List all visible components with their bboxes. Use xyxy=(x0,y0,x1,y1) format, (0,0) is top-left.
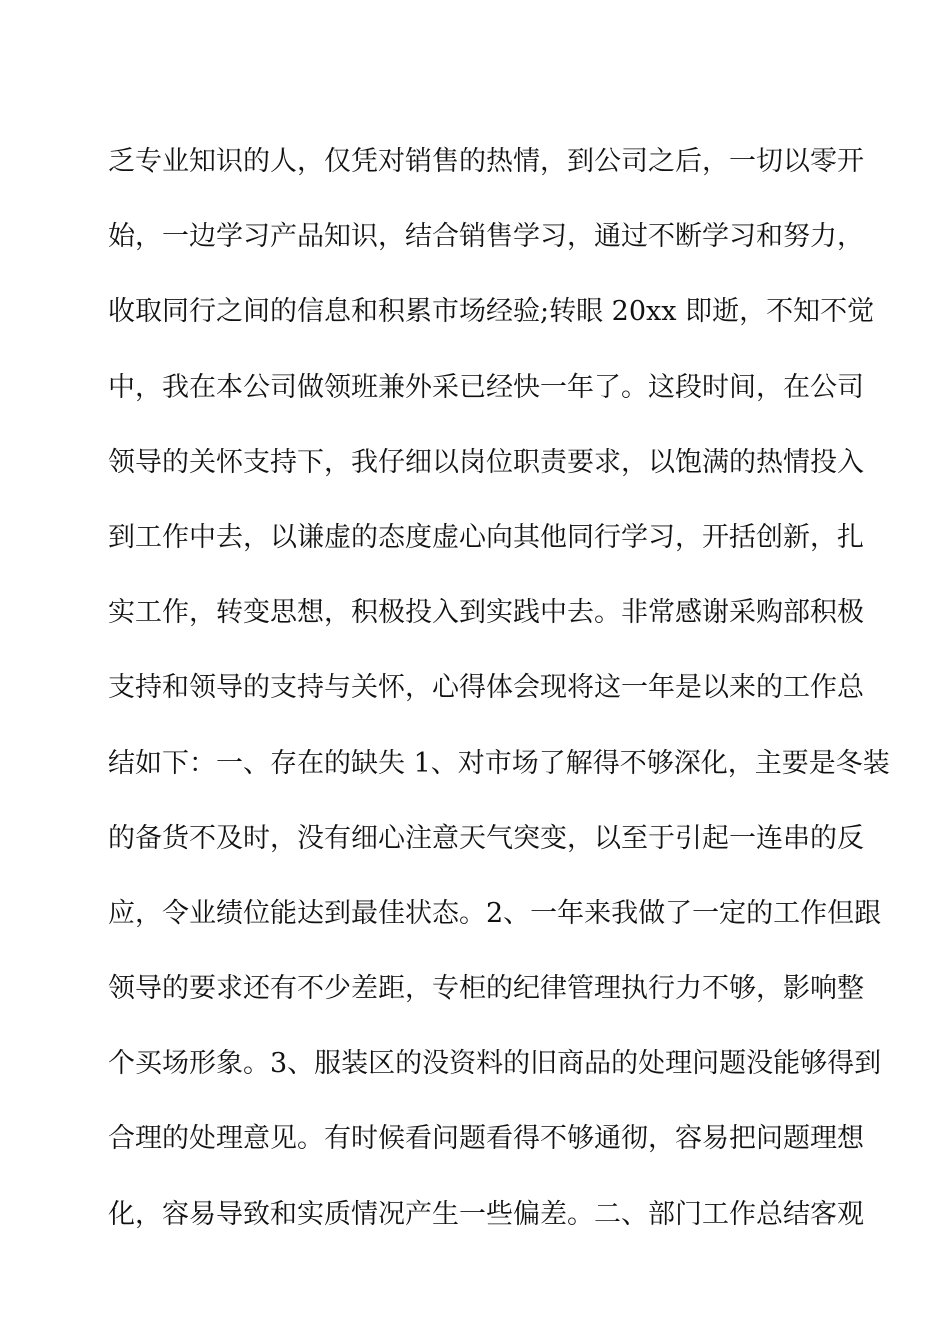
text-line: 合理的处理意见。有时候看问题看得不够通彻，容易把问题理想 xyxy=(108,1123,864,1155)
text-line: 实工作，转变思想，积极投入到实践中去。非常感谢采购部积极 xyxy=(108,597,864,629)
text-line: 个买场形象。3、服装区的没资料的旧商品的处理问题没能够得到 xyxy=(108,1048,882,1080)
text-line: 中，我在本公司做领班兼外采已经快一年了。这段时间，在公司 xyxy=(108,371,864,403)
text-line: 应，令业绩位能达到最佳状态。2、一年来我做了一定的工作但跟 xyxy=(108,897,882,929)
text-line: 化，容易导致和实质情况产生一些偏差。二、部门工作总结客观 xyxy=(108,1198,864,1230)
body-text xyxy=(108,124,890,1252)
text-line: 乏专业知识的人，仅凭对销售的热情，到公司之后，一切以零开 xyxy=(108,146,864,177)
text-line: 收取同行之间的信息和积累市场经验;转眼 20xx 即逝，不知不觉 xyxy=(108,296,875,328)
text-line: 始，一边学习产品知识，结合销售学习，通过不断学习和努力， xyxy=(108,221,864,253)
text-line: 支持和领导的支持与关怀，心得体会现将这一年是以来的工作总 xyxy=(108,672,864,704)
text-line: 结如下：一、存在的缺失 1、对市场了解得不够深化，主要是冬装 xyxy=(108,747,890,779)
text-line: 到工作中去，以谦虚的态度虚心向其他同行学习，开括创新，扎 xyxy=(108,521,864,553)
text-line: 领导的要求还有不少差距，专柜的纪律管理执行力不够，影响整 xyxy=(108,973,864,1005)
text-line: 的备货不及时，没有细心注意天气突变，以至于引起一连串的反 xyxy=(108,822,864,854)
text-line: 领导的关怀支持下，我仔细以岗位职责要求，以饱满的热情投入 xyxy=(108,446,864,478)
